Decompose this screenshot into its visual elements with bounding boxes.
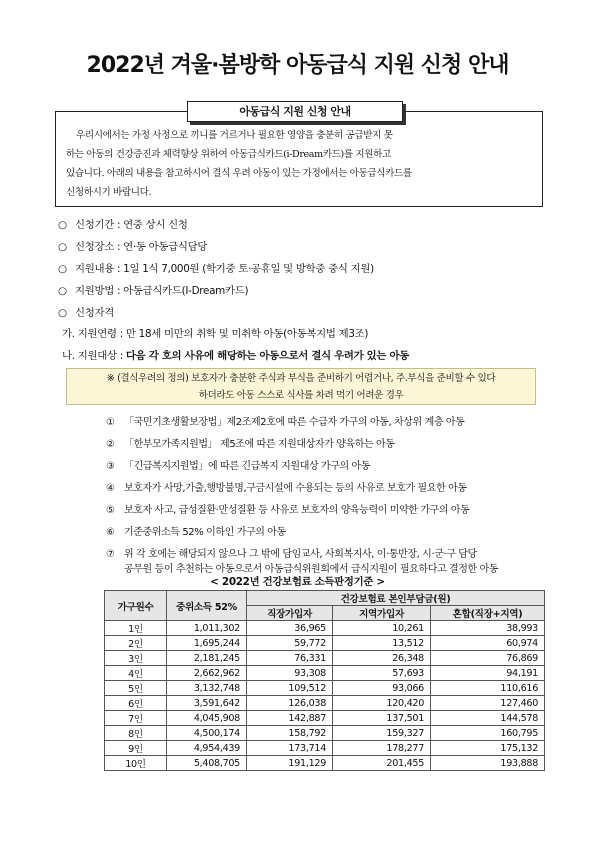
cell-regional: 26,348 [333,651,431,666]
cell-median: 1,695,244 [167,636,247,651]
criteria-item: ④ 보호자가 사망,가출,행방불명,구금시설에 수용되는 등의 사유로 보호가 필요한 아동 [106,483,467,494]
cell-household: 9인 [105,741,167,756]
circle-bullet-icon: ○ [58,241,67,253]
definition-line: ※ (결식우려의 정의) 보호자가 충분한 주식과 부식을 준비하기 어렵거나, 주.부식을 준비할 수 있다 [106,373,496,384]
cell-employee: 173,714 [247,741,333,756]
cell-household: 7인 [105,711,167,726]
definition-box [66,368,536,405]
income-table [104,590,545,771]
table-row [105,681,545,696]
cell-median: 2,662,962 [167,666,247,681]
cell-mixed: 193,888 [431,756,545,771]
cell-regional: 57,693 [333,666,431,681]
cell-household: 3인 [105,651,167,666]
cell-employee: 126,038 [247,696,333,711]
table-row [105,636,545,651]
cell-employee: 158,792 [247,726,333,741]
cell-household: 10인 [105,756,167,771]
table-row [105,651,545,666]
cell-employee: 93,308 [247,666,333,681]
page-title: 2022년 겨울·봄방학 아동급식 지원 신청 안내 [86,53,509,78]
cell-regional: 159,327 [333,726,431,741]
circle-bullet-icon: ○ [58,219,67,231]
cell-regional: 10,261 [333,621,431,636]
cell-mixed: 127,460 [431,696,545,711]
cell-regional: 93,066 [333,681,431,696]
info-item-content: ○ 지원내용 : 1일 1식 7,000원 (학기중 토·공휴일 및 방학중 중식 지원) [58,263,374,275]
cell-employee: 36,965 [247,621,333,636]
cell-household: 8인 [105,726,167,741]
circle-bullet-icon: ○ [58,285,67,297]
cell-median: 4,954,439 [167,741,247,756]
header-regional: 지역가입자 [333,606,431,621]
cell-median: 4,045,908 [167,711,247,726]
header-household: 가구원수 [105,591,167,621]
table-row [105,756,545,771]
header-mixed: 혼합(직장+지역) [431,606,545,621]
cell-mixed: 160,795 [431,726,545,741]
criteria-item: ② 「한부모가족지원법」 제5조에 따른 지원대상자가 양육하는 아동 [106,439,395,450]
header-group: 건강보험료 본인부담금(원) [247,591,545,606]
criteria-item: ⑥ 기준중위소득 52% 이하인 가구의 아동 [106,527,286,538]
header-employee: 직장가입자 [247,606,333,621]
cell-household: 4인 [105,666,167,681]
cell-median: 4,500,174 [167,726,247,741]
cell-mixed: 144,578 [431,711,545,726]
cell-mixed: 110,616 [431,681,545,696]
cell-median: 5,408,705 [167,756,247,771]
eligibility-age: 가. 지원연령 : 만 18세 미만의 취학 및 미취학 아동(아동복지법 제3조) [62,328,369,340]
cell-employee: 191,129 [247,756,333,771]
eligibility-target: 나. 지원대상 : 다음 각 호의 사유에 해당하는 아동으로서 결식 우려가 있는 아동 [62,350,409,362]
notice-label: 아동급식 지원 신청 안내 [187,101,403,122]
table-row [105,696,545,711]
info-item-period: ○ 신청기간 : 연중 상시 신청 [58,219,188,231]
notice-text [66,126,536,202]
criteria-item: ③ 「긴급복지지원법」에 따른 긴급복지 지원대상 가구의 아동 [106,461,371,472]
cell-household: 2인 [105,636,167,651]
notice-line: 있습니다. 아래의 내용을 참고하시어 결식 우려 아동이 있는 가정에서는 아동급식카드를 [66,168,412,179]
notice-line: 신청하시기 바랍니다. [66,187,152,198]
cell-regional: 201,455 [333,756,431,771]
cell-household: 5인 [105,681,167,696]
cell-median: 1,011,302 [167,621,247,636]
cell-employee: 109,512 [247,681,333,696]
cell-median: 3,132,748 [167,681,247,696]
table-row [105,741,545,756]
table-title: < 2022년 건강보험료 소득판정기준 > [210,576,385,588]
circle-bullet-icon: ○ [58,263,67,275]
cell-mixed: 38,993 [431,621,545,636]
cell-mixed: 94,191 [431,666,545,681]
header-median: 중위소득 52% [167,591,247,621]
info-item-method: ○ 지원방법 : 아동급식카드(I-Dream카드) [58,285,249,297]
criteria-item: ⑦ 위 각 호에는 해당되지 않으나 그 밖에 담임교사, 사회복지사, 이·통반장, 시·군·구 담당 [106,549,477,560]
cell-regional: 13,512 [333,636,431,651]
info-item-eligibility: ○ 신청자격 [58,307,114,319]
cell-employee: 142,887 [247,711,333,726]
cell-employee: 59,772 [247,636,333,651]
table-row [105,621,545,636]
circle-bullet-icon: ○ [58,307,67,319]
notice-line: 우리시에서는 가정 사정으로 끼니를 거르거나 필요한 영양을 충분히 공급받지 못 [76,130,393,141]
cell-mixed: 76,869 [431,651,545,666]
info-item-place: ○ 신청장소 : 연·동 아동급식담당 [58,241,208,253]
criteria-item: ⑤ 보호자 사고, 급성질환·만성질환 등 사유로 보호자의 양육능력이 미약한 가구의 아동 [106,505,470,516]
cell-regional: 137,501 [333,711,431,726]
cell-mixed: 60,974 [431,636,545,651]
cell-regional: 120,420 [333,696,431,711]
table-row [105,666,545,681]
cell-mixed: 175,132 [431,741,545,756]
notice-line: 하는 아동의 건강증진과 체력향상 위하여 아동급식카드(i-Dream카드)를 지원하고 [66,149,391,160]
cell-household: 6인 [105,696,167,711]
table-row [105,711,545,726]
table-row [105,726,545,741]
criteria-item: 공무원 등이 추천하는 아동으로서 아동급식위원회에서 급식지원이 필요하다고 결정한 아동 [124,564,499,575]
definition-line: 하더라도 아동 스스로 식사를 차려 먹기 어려운 경우 [198,390,404,401]
cell-regional: 178,277 [333,741,431,756]
cell-household: 1인 [105,621,167,636]
cell-median: 3,591,642 [167,696,247,711]
cell-employee: 76,331 [247,651,333,666]
criteria-item: ① 「국민기초생활보장법」제2조제2호에 따른 수급자 가구의 아동, 차상위 계층 아동 [106,417,465,428]
cell-median: 2,181,245 [167,651,247,666]
